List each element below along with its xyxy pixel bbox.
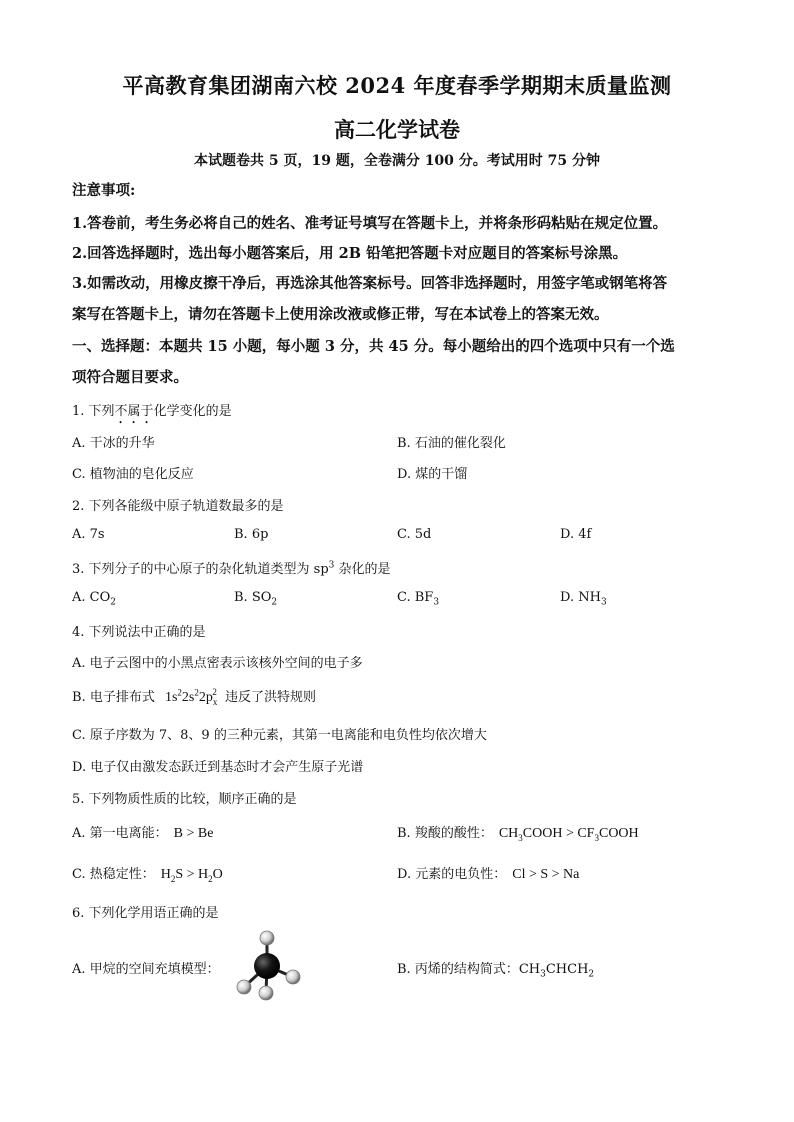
methane-space-filling-model-icon xyxy=(232,930,304,1002)
question-2-option-c: C. 5d xyxy=(397,527,432,542)
notice-item-2: 2.回答选择题时，选出每小题答案后，用 2B 铅笔把答题卡对应题目的答案标号涂黑。 xyxy=(72,245,628,262)
question-6-option-a: A. 甲烷的空间充填模型： xyxy=(72,962,220,977)
question-1-option-b: B. 石油的催化裂化 xyxy=(397,436,506,451)
question-2-option-a: A. 7s xyxy=(72,527,105,542)
question-2-option-d: D. 4f xyxy=(560,527,592,542)
question-4-option-c: C. 原子序数为 7、8、9 的三种元素，其第一电离能和电负性均依次增大 xyxy=(72,728,487,743)
question-2-option-b: B. 6p xyxy=(234,527,269,542)
exam-title: 平高教育集团湖南六校 2024 年度春季学期期末质量监测 xyxy=(122,73,672,98)
question-4-option-a: A. 电子云图中的小黑点密表示该核外空间的电子多 xyxy=(72,656,363,671)
question-5-option-d: D. 元素的电负性： Cl > S > Na xyxy=(397,867,580,882)
section-heading: 一、选择题：本题共 15 小题，每小题 3 分，共 45 分。每小题给出的四个选项中只有一个选 xyxy=(72,338,675,355)
question-2-stem: 2. 下列各能级中原子轨道数最多的是 xyxy=(72,499,284,514)
exam-subject-title: 高二化学试卷 xyxy=(334,117,460,142)
notice-item-3: 3.如需改动，用橡皮擦干净后，再选涂其他答案标号。回答非选择题时，用签字笔或钢笔将答 xyxy=(72,275,668,292)
exam-info: 本试题卷共 5 页，19 题，全卷满分 100 分。考试用时 75 分钟 xyxy=(193,153,601,169)
stability-formula: $H_2S > H_2O$ xyxy=(160,867,223,884)
question-3-option-b: B. $SO_2$ xyxy=(234,590,278,608)
question-1-option-c: C. 植物油的皂化反应 xyxy=(72,467,194,482)
emphasis-text: 不属于 xyxy=(114,404,154,419)
question-4-option-d: D. 电子仅由激发态跃迁到基态时才会产生原子光谱 xyxy=(72,760,364,775)
question-6-stem: 6. 下列化学用语正确的是 xyxy=(72,906,219,921)
question-1-option-a: A. 干冰的升华 xyxy=(72,436,155,451)
notice-item-3-cont: 案写在答题卡上，请勿在答题卡上使用涂改液或修正带，写在本试卷上的答案无效。 xyxy=(72,306,609,323)
question-3-option-c: C. $BF_3$ xyxy=(397,590,440,608)
question-3-option-d: D. $NH_3$ xyxy=(560,590,607,608)
question-6-option-b: B. 丙烯的结构简式：$CH_3CHCH_2$ xyxy=(397,962,595,980)
notice-item-1: 1.答卷前，考生务必将自己的姓名、准考证号填写在答题卡上，并将条形码粘贴在规定位置。 xyxy=(72,215,668,232)
question-5-option-a: A. 第一电离能： B > Be xyxy=(72,826,214,841)
question-5-option-c: C. 热稳定性： $H_2S > H_2O$ xyxy=(72,867,223,884)
question-4-option-b: B. 电子排布式 $1s^22s^22p_x^2$ 违反了洪特规则 xyxy=(72,687,317,707)
notice-heading: 注意事项: xyxy=(72,182,136,199)
question-5-option-b: B. 羧酸的酸性： $CH_3COOH$ > $CF_3COOH$ xyxy=(397,826,639,843)
section-heading-cont: 项符合题目要求。 xyxy=(72,369,188,386)
question-1-option-d: D. 煤的干馏 xyxy=(397,467,468,482)
question-3-stem: 3. 下列分子的中心原子的杂化轨道类型为 $sp^3$ 杂化的是 xyxy=(72,560,391,577)
question-5-stem: 5. 下列物质性质的比较，顺序正确的是 xyxy=(72,792,297,807)
question-4-stem: 4. 下列说法中正确的是 xyxy=(72,625,206,640)
question-1-stem: 1. 下列不属于化学变化的是 xyxy=(72,404,232,419)
acidity-formula: $CH_3COOH$ > $CF_3COOH$ xyxy=(498,826,639,843)
electron-config-formula: $1s^22s^22p_x^2$ xyxy=(164,687,218,707)
question-3-option-a: A. $CO_2$ xyxy=(72,590,116,608)
